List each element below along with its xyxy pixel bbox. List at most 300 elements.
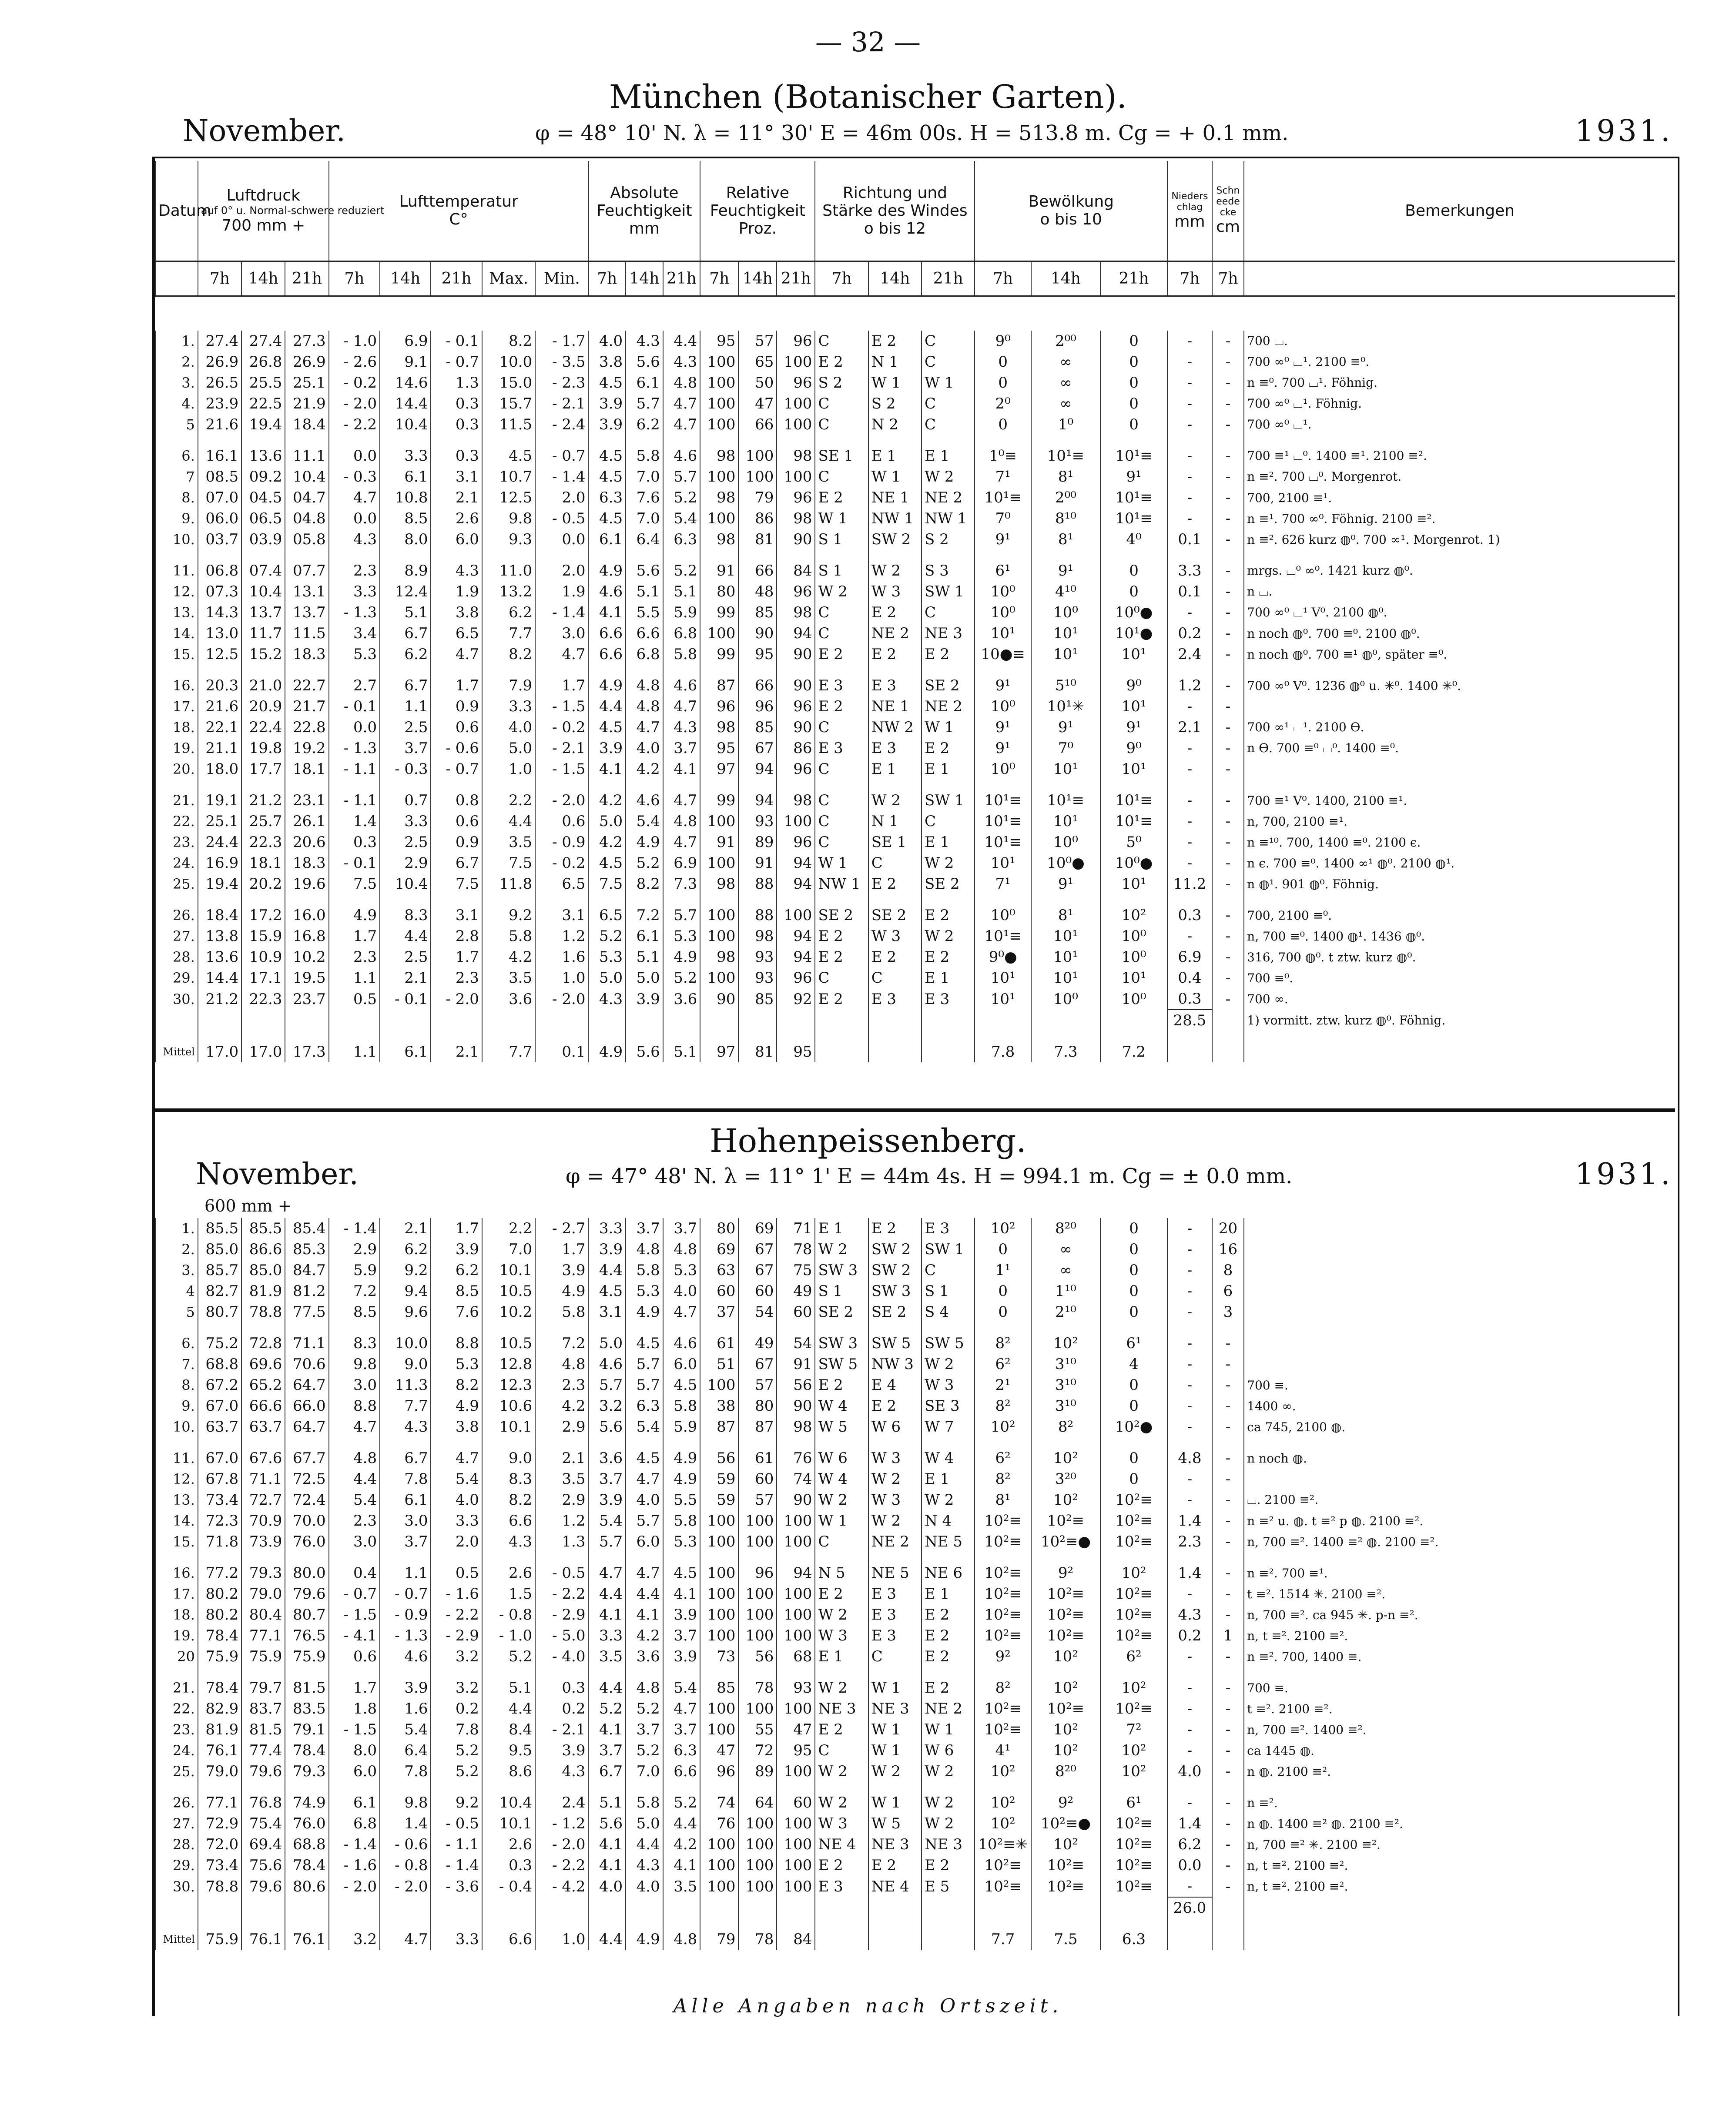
data-cell: - 0.8	[482, 1604, 535, 1625]
data-cell: 77.4	[241, 1740, 285, 1761]
data-cell: S 1	[815, 1281, 868, 1302]
data-cell: -	[1212, 1677, 1244, 1698]
data-cell: 5.0	[626, 967, 663, 988]
data-cell: 3.3	[482, 696, 535, 717]
data-cell: 4.5	[663, 1375, 700, 1396]
data-cell: 5.7	[663, 905, 700, 926]
remark-cell: n ≡⁰. 700 ⌴¹. Föhnig.	[1244, 372, 1675, 393]
data-cell: 78.8	[241, 1302, 285, 1322]
data-cell: W 6	[815, 1448, 868, 1469]
date-cell: 14.	[155, 623, 198, 644]
data-cell: 10.5	[482, 1333, 535, 1354]
data-cell: 10¹	[1031, 644, 1100, 665]
data-cell: 90	[738, 623, 777, 644]
date-cell: 25.	[155, 874, 198, 894]
data-cell: 10¹≡	[1100, 508, 1167, 529]
data-cell: 21.9	[285, 393, 328, 414]
data-cell: 5.0	[626, 1813, 663, 1834]
data-cell: - 2.0	[535, 790, 588, 811]
data-cell: 48	[738, 581, 777, 602]
data-cell: 23.9	[198, 393, 241, 414]
date-cell: 9.	[155, 508, 198, 529]
data-cell: 100	[700, 1563, 738, 1583]
data-cell: W 2	[815, 1239, 868, 1260]
data-cell: N 2	[868, 414, 922, 435]
data-cell: 4.7	[663, 696, 700, 717]
data-cell: - 1.4	[329, 1834, 380, 1855]
data-cell: W 2	[868, 1761, 922, 1782]
data-cell: - 2.7	[535, 1218, 588, 1239]
data-cell: W 1	[868, 1677, 922, 1698]
data-cell: 0.0	[1167, 1855, 1212, 1876]
data-cell: 3.8	[431, 1416, 482, 1437]
data-cell: 89	[738, 832, 777, 853]
data-cell: -	[1212, 1855, 1244, 1876]
date-cell: 16.	[155, 675, 198, 696]
data-cell: 7⁰	[1031, 738, 1100, 759]
data-cell: - 1.1	[329, 759, 380, 780]
remark-cell: n, 700, 2100 ≡¹.	[1244, 811, 1675, 832]
data-cell: 2.6	[482, 1563, 535, 1583]
data-cell: 74	[700, 1792, 738, 1813]
data-cell: S 3	[922, 560, 975, 581]
data-cell: 21.7	[285, 696, 328, 717]
remark-cell	[1244, 1333, 1675, 1354]
data-cell: 1.1	[380, 1563, 431, 1583]
data-cell: 6.5	[535, 874, 588, 894]
data-cell: 4.9	[588, 560, 626, 581]
data-cell: SW 2	[868, 1260, 922, 1281]
data-cell: 6.7	[380, 675, 431, 696]
data-cell: 85	[738, 602, 777, 623]
cloud-unit: o bis 10	[1040, 211, 1102, 229]
data-cell: 0	[1100, 1469, 1167, 1489]
data-cell: 5.7	[626, 1510, 663, 1531]
data-cell: 67.7	[285, 1448, 328, 1469]
data-cell: SE 1	[868, 832, 922, 853]
data-cell: 8.2	[431, 1375, 482, 1396]
data-cell: 2.4	[1167, 644, 1212, 665]
data-cell: 4.9	[431, 1396, 482, 1416]
table-row	[155, 1239, 1675, 1260]
data-cell: 10²≡	[1100, 1510, 1167, 1531]
data-cell: 74	[777, 1469, 815, 1489]
table-row	[155, 1396, 1675, 1416]
data-cell: 04.8	[285, 508, 328, 529]
remark-cell: 700 ∞⁰ ⌴¹ V⁰. 2100 ◍⁰.	[1244, 602, 1675, 623]
data-cell: E 2	[815, 487, 868, 508]
data-cell: 9.2	[380, 1260, 431, 1281]
data-cell: E 2	[868, 331, 922, 351]
data-cell: E 2	[922, 1604, 975, 1625]
date-cell: 28.	[155, 1834, 198, 1855]
data-cell: NW 2	[868, 717, 922, 738]
data-cell: 1.6	[535, 947, 588, 967]
data-cell: 5.5	[663, 1489, 700, 1510]
data-cell: - 1.3	[329, 602, 380, 623]
data-cell: 1.7	[431, 1218, 482, 1239]
data-cell: 7.5	[588, 874, 626, 894]
table-row	[155, 1302, 1675, 1322]
data-cell: 10²≡	[975, 1876, 1031, 1897]
data-cell: 10.1	[482, 1260, 535, 1281]
data-cell: 4.3	[626, 331, 663, 351]
data-cell: 73.4	[198, 1489, 241, 1510]
data-cell: -	[1167, 487, 1212, 508]
data-cell: 6.6	[588, 644, 626, 665]
remark-cell: 700 ∞⁰ ⌴¹.	[1244, 414, 1675, 435]
data-cell: 13.8	[198, 926, 241, 947]
data-cell: 76.0	[285, 1813, 328, 1834]
footer-note: Alle Angaben nach Ortszeit.	[673, 1995, 1063, 2017]
data-cell: 100	[700, 1510, 738, 1531]
data-cell: 100	[700, 1719, 738, 1740]
data-cell: 10¹	[975, 967, 1031, 988]
data-cell: C	[922, 602, 975, 623]
data-cell: 8¹	[1031, 905, 1100, 926]
data-cell: 3.1	[588, 1302, 626, 1322]
data-cell: 100	[777, 393, 815, 414]
data-cell: 77.1	[241, 1625, 285, 1646]
date-cell: 17.	[155, 1583, 198, 1604]
data-cell: SW 5	[868, 1333, 922, 1354]
data-cell: 75.9	[241, 1646, 285, 1667]
data-cell: - 2.2	[329, 414, 380, 435]
data-cell: 10¹	[1031, 947, 1100, 967]
table-row	[155, 1416, 1675, 1437]
data-cell: 4.8	[663, 372, 700, 393]
data-cell: -	[1212, 445, 1244, 466]
data-cell: 21.6	[198, 696, 241, 717]
data-cell: NE 2	[868, 1531, 922, 1552]
table-row	[155, 696, 1675, 717]
data-cell: C	[922, 811, 975, 832]
data-cell: 98	[777, 445, 815, 466]
data-cell: 5.8	[663, 644, 700, 665]
data-cell: 4.1	[588, 602, 626, 623]
data-cell: 20.6	[285, 832, 328, 853]
remark-cell: n ≡². 700 ⌴⁰. Morgenrot.	[1244, 466, 1675, 487]
data-cell: 0.8	[431, 790, 482, 811]
data-cell: 67	[738, 1239, 777, 1260]
data-cell: 2.2	[482, 790, 535, 811]
date-cell: 18.	[155, 717, 198, 738]
date-cell: 16.	[155, 1563, 198, 1583]
data-cell: 99	[700, 602, 738, 623]
data-cell: -	[1167, 1375, 1212, 1396]
data-cell: 2.5	[380, 717, 431, 738]
data-cell: 26.8	[241, 351, 285, 372]
data-cell: 7.0	[626, 466, 663, 487]
table-row	[155, 675, 1675, 696]
data-cell: - 4.0	[535, 1646, 588, 1667]
data-cell: 5¹⁰	[1031, 675, 1100, 696]
data-cell: -	[1167, 853, 1212, 874]
data-cell: 100	[777, 1876, 815, 1897]
data-cell: 85.0	[241, 1260, 285, 1281]
data-cell: 4.9	[663, 947, 700, 967]
data-cell: 6.0	[626, 1531, 663, 1552]
data-cell: -	[1212, 351, 1244, 372]
data-cell: ∞	[1031, 1239, 1100, 1260]
remark-cell: t ≡². 1514 ✳. 2100 ≡².	[1244, 1583, 1675, 1604]
data-cell: 10⁰●	[1031, 853, 1100, 874]
data-cell: 3.7	[663, 1218, 700, 1239]
data-cell: 98	[777, 508, 815, 529]
data-cell: 75.6	[241, 1855, 285, 1876]
data-cell: W 2	[868, 1469, 922, 1489]
mean-cell: 76.1	[285, 1929, 328, 1950]
data-cell: 6.6	[482, 1510, 535, 1531]
data-cell: E 3	[868, 1583, 922, 1604]
data-cell: 10²≡	[975, 1719, 1031, 1740]
data-cell: 4.5	[588, 372, 626, 393]
data-cell: 4.8	[626, 696, 663, 717]
data-cell: -	[1212, 675, 1244, 696]
data-cell: 5⁰	[1100, 832, 1167, 853]
data-cell: 87	[700, 1416, 738, 1437]
data-cell: C	[815, 717, 868, 738]
data-cell: 94	[738, 790, 777, 811]
data-cell: 13.6	[241, 445, 285, 466]
data-cell: 7.7	[482, 623, 535, 644]
mean-cell	[922, 1041, 975, 1062]
table-row	[155, 1792, 1675, 1813]
data-cell: E 2	[922, 947, 975, 967]
data-cell: 15.0	[482, 372, 535, 393]
data-cell: E 1	[922, 967, 975, 988]
data-cell: 6.6	[626, 623, 663, 644]
table-row	[155, 560, 1675, 581]
data-cell: 4.9	[626, 832, 663, 853]
data-cell: -	[1212, 790, 1244, 811]
date-cell: 8.	[155, 1375, 198, 1396]
data-cell: 5.0	[482, 738, 535, 759]
data-cell: W 2	[922, 1761, 975, 1782]
data-cell: 100	[777, 811, 815, 832]
data-cell: 7.3	[663, 874, 700, 894]
data-cell: - 1.0	[329, 331, 380, 351]
data-cell: 100	[700, 414, 738, 435]
table-row	[155, 1855, 1675, 1876]
data-cell: 0.5	[431, 1563, 482, 1583]
data-cell: 10¹	[1100, 696, 1167, 717]
data-cell: 10¹≡	[1100, 811, 1167, 832]
data-cell: 89	[738, 1761, 777, 1782]
data-cell: 3.2	[588, 1396, 626, 1416]
data-cell: 0.0	[329, 445, 380, 466]
data-cell: 7.2	[535, 1333, 588, 1354]
data-cell: 100	[700, 623, 738, 644]
data-cell: 21.6	[198, 414, 241, 435]
remark-cell: 700 ∞⁰ ⌴¹. 2100 ≡⁰.	[1244, 351, 1675, 372]
data-cell: 10²	[1031, 1646, 1100, 1667]
data-cell: 1.7	[535, 1239, 588, 1260]
hdr-max: Max.	[482, 261, 535, 296]
mean-cell: 7.7	[482, 1041, 535, 1062]
data-cell: 0	[1100, 414, 1167, 435]
table-row	[155, 508, 1675, 529]
data-cell: 10²	[975, 1761, 1031, 1782]
data-cell: 100	[738, 466, 777, 487]
data-cell: 3.2	[431, 1677, 482, 1698]
muenchen-table	[155, 331, 1675, 1062]
data-cell: E 1	[922, 445, 975, 466]
date-cell: 2.	[155, 1239, 198, 1260]
data-cell: 6.9	[663, 853, 700, 874]
data-cell: 5.0	[588, 1333, 626, 1354]
data-cell: 5.2	[482, 1646, 535, 1667]
data-cell: ∞	[1031, 1260, 1100, 1281]
hdr-h7: 7h	[589, 261, 626, 296]
data-cell: 100	[700, 926, 738, 947]
data-cell: 98	[700, 717, 738, 738]
data-cell: 8.5	[431, 1281, 482, 1302]
data-cell: 9¹	[1031, 717, 1100, 738]
data-cell: 7¹	[975, 466, 1031, 487]
data-cell: 4⁰	[1100, 529, 1167, 550]
data-cell: 3.5	[482, 832, 535, 853]
data-cell: 80	[700, 1218, 738, 1239]
data-cell: 22.7	[285, 675, 328, 696]
data-cell: E 2	[868, 874, 922, 894]
date-cell: 5	[155, 1302, 198, 1322]
data-cell: 75.4	[241, 1813, 285, 1834]
data-cell: 3.7	[380, 1531, 431, 1552]
data-cell: NE 2	[868, 623, 922, 644]
data-cell: 3.7	[663, 738, 700, 759]
remark-cell: n ◍. 1400 ≡² ◍. 2100 ≡².	[1244, 1813, 1675, 1834]
data-cell: 07.7	[285, 560, 328, 581]
data-cell: 5.2	[626, 853, 663, 874]
data-cell: 3.3	[380, 445, 431, 466]
data-cell: 3.9	[588, 393, 626, 414]
data-cell: 94	[777, 874, 815, 894]
data-cell: -	[1212, 623, 1244, 644]
data-cell: E 3	[868, 675, 922, 696]
data-cell: 7.6	[431, 1302, 482, 1322]
data-cell: 4.7	[663, 790, 700, 811]
data-cell: 87	[738, 1416, 777, 1437]
data-cell: 96	[777, 967, 815, 988]
data-cell: - 2.0	[329, 1876, 380, 1897]
remark-cell: n ≡². 626 kurz ◍⁰. 700 ∞¹. Morgenrot. 1)	[1244, 529, 1675, 550]
data-cell: ∞	[1031, 393, 1100, 414]
date-cell: 20.	[155, 759, 198, 780]
data-cell: 73.4	[198, 1855, 241, 1876]
data-cell: 85.4	[285, 1218, 328, 1239]
data-cell: 5.4	[663, 508, 700, 529]
data-cell: 0.3	[1167, 988, 1212, 1010]
data-cell: 10.4	[285, 466, 328, 487]
data-cell: 20.9	[241, 696, 285, 717]
table-row	[155, 372, 1675, 393]
data-cell: 22.5	[241, 393, 285, 414]
data-cell: 10¹	[1100, 759, 1167, 780]
data-cell: 2⁰	[975, 393, 1031, 414]
data-cell: 9²	[1031, 1792, 1100, 1813]
data-cell: 1.0	[535, 967, 588, 988]
data-cell: NE 4	[815, 1834, 868, 1855]
data-cell: -	[1212, 414, 1244, 435]
data-cell: 16.9	[198, 853, 241, 874]
data-cell: 67.0	[198, 1448, 241, 1469]
hdr-h7: 7h	[975, 261, 1031, 296]
data-cell: -	[1212, 1469, 1244, 1489]
date-cell: 29.	[155, 1855, 198, 1876]
date-cell: 7.	[155, 1354, 198, 1375]
data-cell: 100	[738, 1834, 777, 1855]
table-row	[155, 414, 1675, 435]
data-cell: 3.8	[588, 351, 626, 372]
data-cell: 23.1	[285, 790, 328, 811]
data-cell: 4.8	[626, 675, 663, 696]
data-cell: W 2	[815, 1677, 868, 1698]
data-cell: 1.6	[380, 1698, 431, 1719]
data-cell: 6.8	[663, 623, 700, 644]
data-cell: 7.7	[380, 1396, 431, 1416]
data-cell: 82.7	[198, 1281, 241, 1302]
data-cell: W 4	[815, 1396, 868, 1416]
data-cell: 1.4	[1167, 1510, 1212, 1531]
data-cell: SE 2	[922, 874, 975, 894]
data-cell: - 2.0	[535, 988, 588, 1010]
data-cell: 10⁰	[975, 905, 1031, 926]
data-cell: 49	[777, 1281, 815, 1302]
page-number: — 32 —	[815, 26, 921, 58]
data-cell: -	[1212, 487, 1244, 508]
data-cell: 3.4	[329, 623, 380, 644]
data-cell: 10●≡	[975, 644, 1031, 665]
mean-cell: 4.4	[588, 1929, 626, 1950]
data-cell: 91	[700, 832, 738, 853]
data-cell: 4.9	[663, 1469, 700, 1489]
data-cell: 10¹≡	[975, 926, 1031, 947]
data-cell: 6.2	[380, 1239, 431, 1260]
data-cell: 99	[700, 644, 738, 665]
data-cell: 3.7	[626, 1218, 663, 1239]
date-cell: 5	[155, 414, 198, 435]
hdr-h7: 7h	[329, 261, 380, 296]
data-cell: - 1.3	[329, 738, 380, 759]
data-cell: -	[1212, 1448, 1244, 1469]
data-cell: 6¹	[975, 560, 1031, 581]
data-cell: 2.3	[329, 560, 380, 581]
data-cell: -	[1212, 926, 1244, 947]
data-cell: 16	[1212, 1239, 1244, 1260]
data-cell: 1¹⁰	[1031, 1281, 1100, 1302]
data-cell: 2.9	[535, 1489, 588, 1510]
date-cell: 3.	[155, 1260, 198, 1281]
data-cell: S 2	[868, 393, 922, 414]
data-cell: 90	[777, 1489, 815, 1510]
data-cell: 7.5	[329, 874, 380, 894]
data-cell: 85	[700, 1677, 738, 1698]
data-cell: 4.5	[588, 508, 626, 529]
data-cell: 06.0	[198, 508, 241, 529]
data-cell: 64.7	[285, 1416, 328, 1437]
data-cell: W 1	[922, 717, 975, 738]
data-cell: 2.8	[431, 926, 482, 947]
data-cell: 17.7	[241, 759, 285, 780]
data-cell: 0.0	[329, 508, 380, 529]
cloud-label: Bewölkung	[1028, 193, 1114, 211]
data-cell: W 1	[922, 372, 975, 393]
data-cell: NW 3	[868, 1354, 922, 1375]
data-cell: 63	[700, 1260, 738, 1281]
data-cell: 38	[700, 1396, 738, 1416]
data-cell: 9¹	[975, 675, 1031, 696]
